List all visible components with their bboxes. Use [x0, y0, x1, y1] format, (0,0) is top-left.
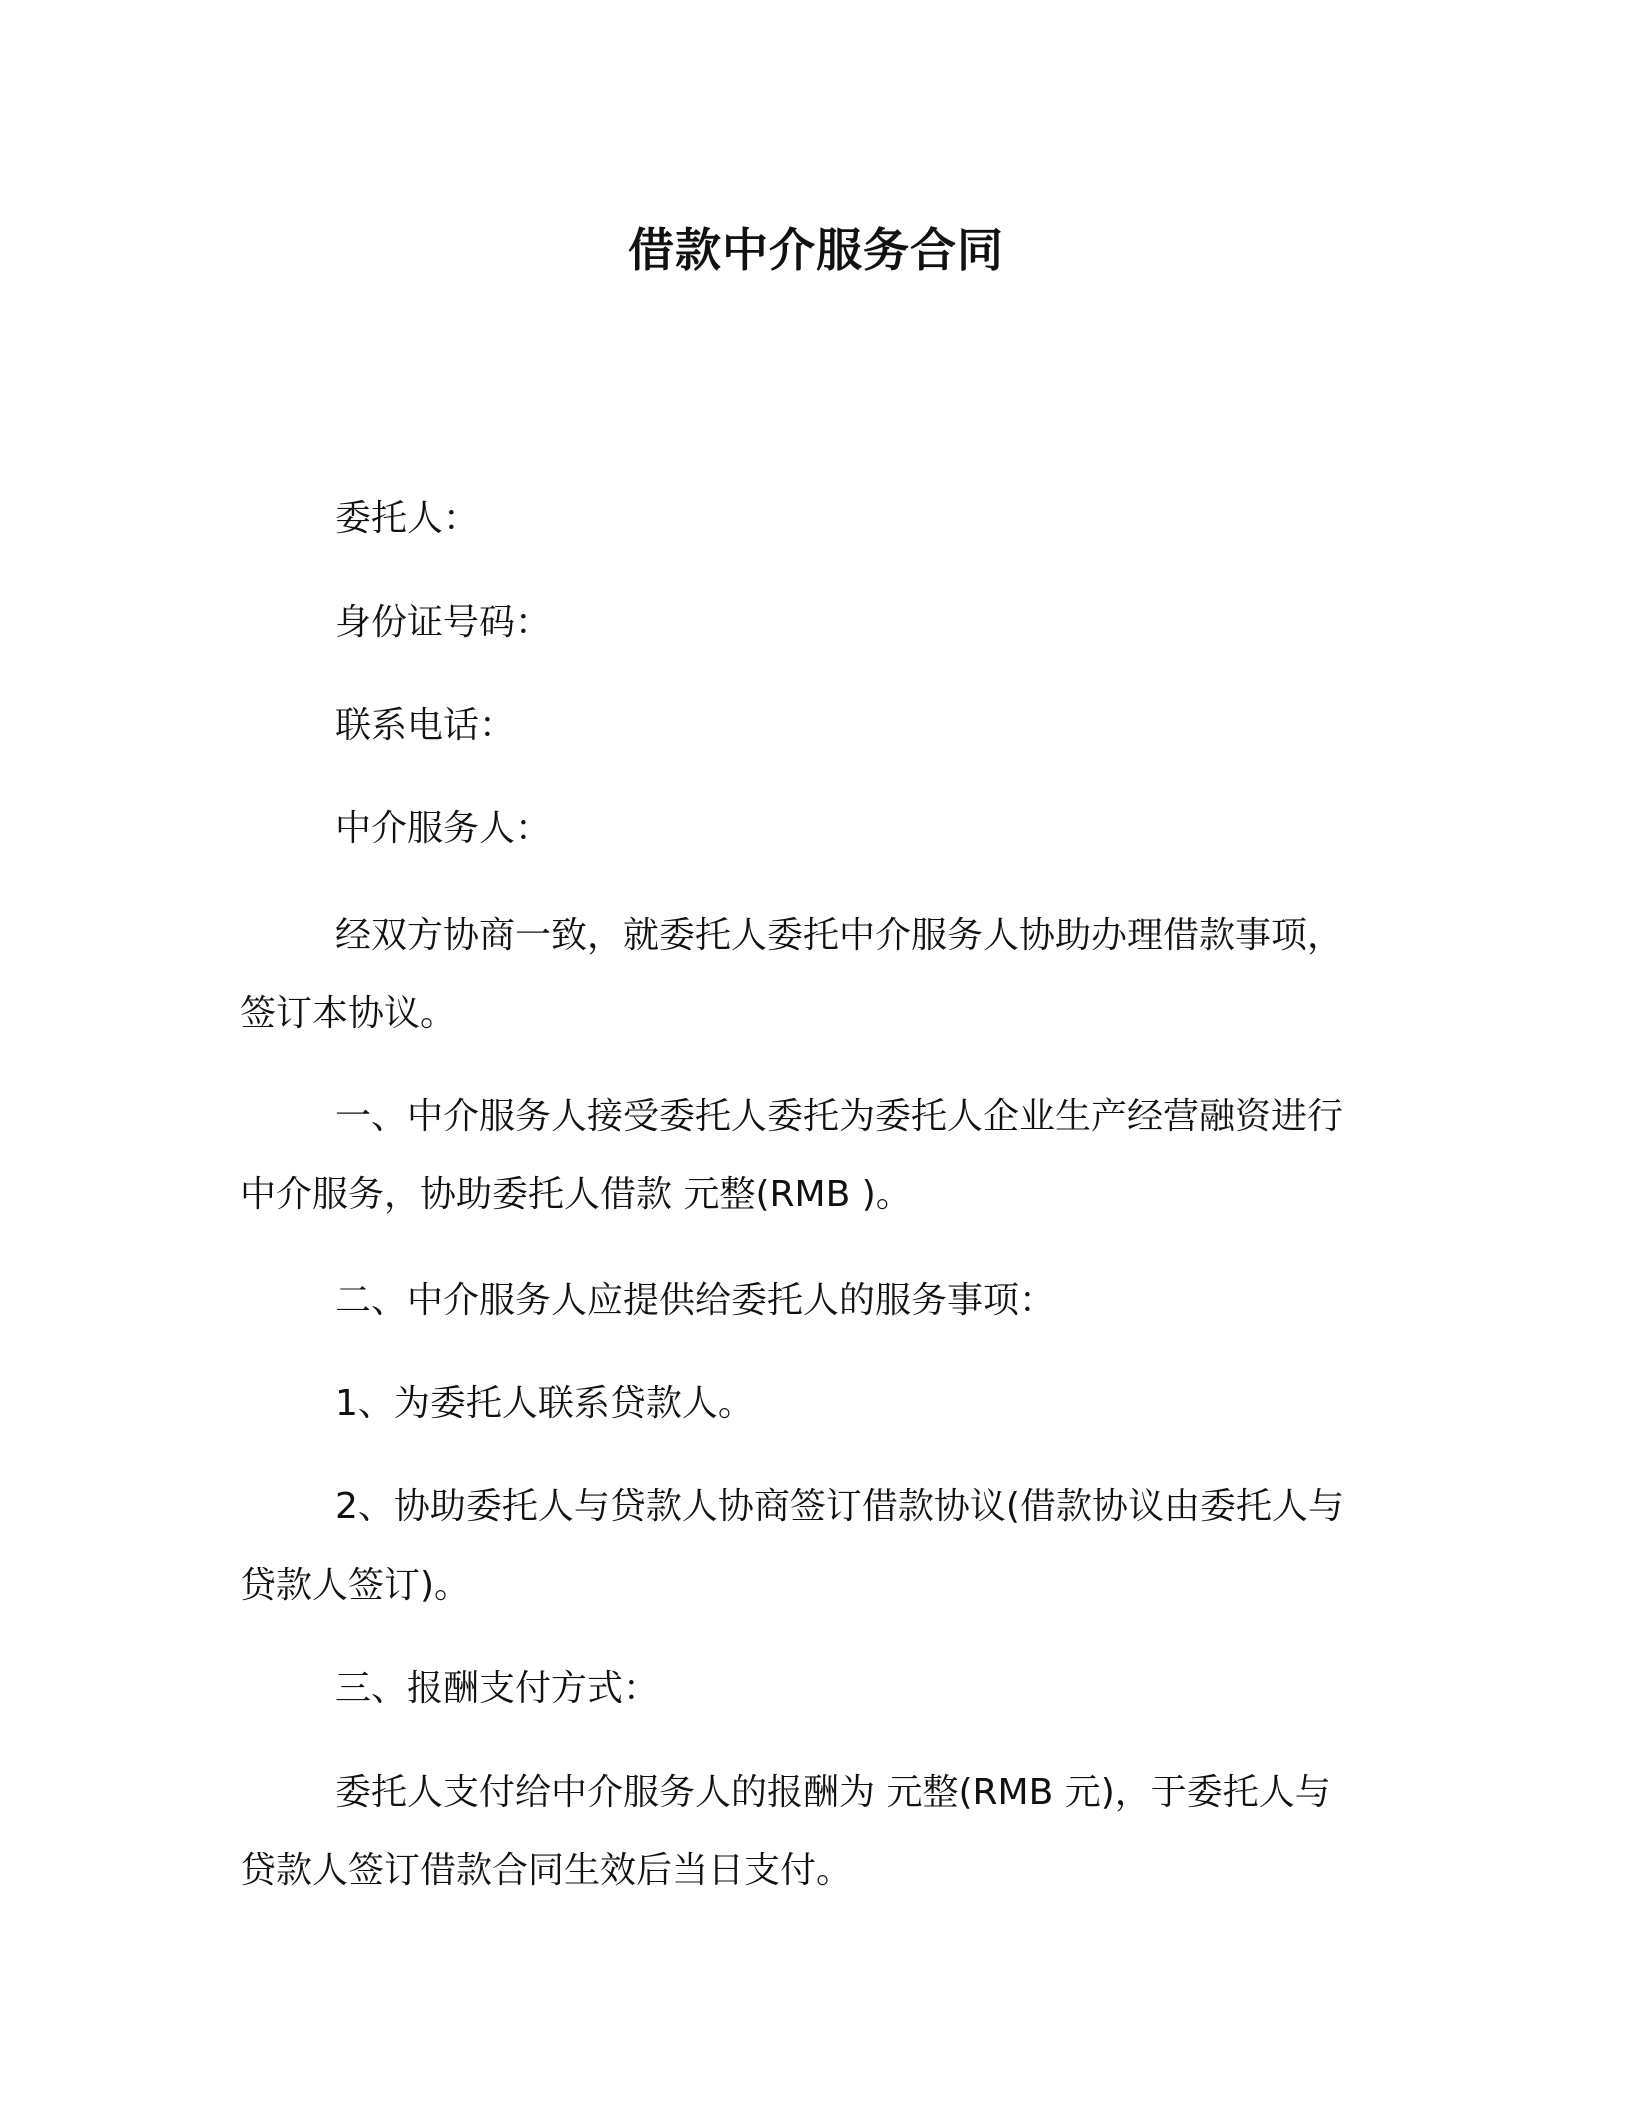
preamble-line-1: 经双方协商一致，就委托人委托中介服务人协助办理借款事项， [335, 915, 1344, 956]
clause-2-item-1: 1、为委托人联系贷款人。 [335, 1383, 754, 1424]
phone-field-label: 联系电话： [335, 705, 516, 746]
id-number-field-label: 身份证号码： [335, 602, 552, 643]
clause-1-line-1: 一、中介服务人接受委托人委托为委托人企业生产经营融资进行 [335, 1096, 1344, 1137]
preamble-line-2: 签订本协议。 [240, 993, 457, 1034]
client-field-label: 委托人： [335, 498, 480, 539]
clause-3-line-1: 委托人支付给中介服务人的报酬为 元整(RMB 元)，于委托人与 [335, 1772, 1331, 1813]
document-title: 借款中介服务合同 [628, 223, 1004, 277]
clause-3-line-2: 贷款人签订借款合同生效后当日支付。 [240, 1850, 853, 1891]
agent-field-label: 中介服务人： [335, 808, 552, 849]
clause-3-heading: 三、报酬支付方式： [335, 1668, 660, 1709]
clause-1-line-2: 中介服务，协助委托人借款 元整(RMB )。 [240, 1174, 912, 1215]
clause-2-item-2-line-2: 贷款人签订)。 [240, 1565, 471, 1606]
clause-2-heading: 二、中介服务人应提供给委托人的服务事项： [335, 1280, 1056, 1321]
clause-2-item-2-line-1: 2、协助委托人与贷款人协商签订借款协议(借款协议由委托人与 [335, 1486, 1344, 1527]
